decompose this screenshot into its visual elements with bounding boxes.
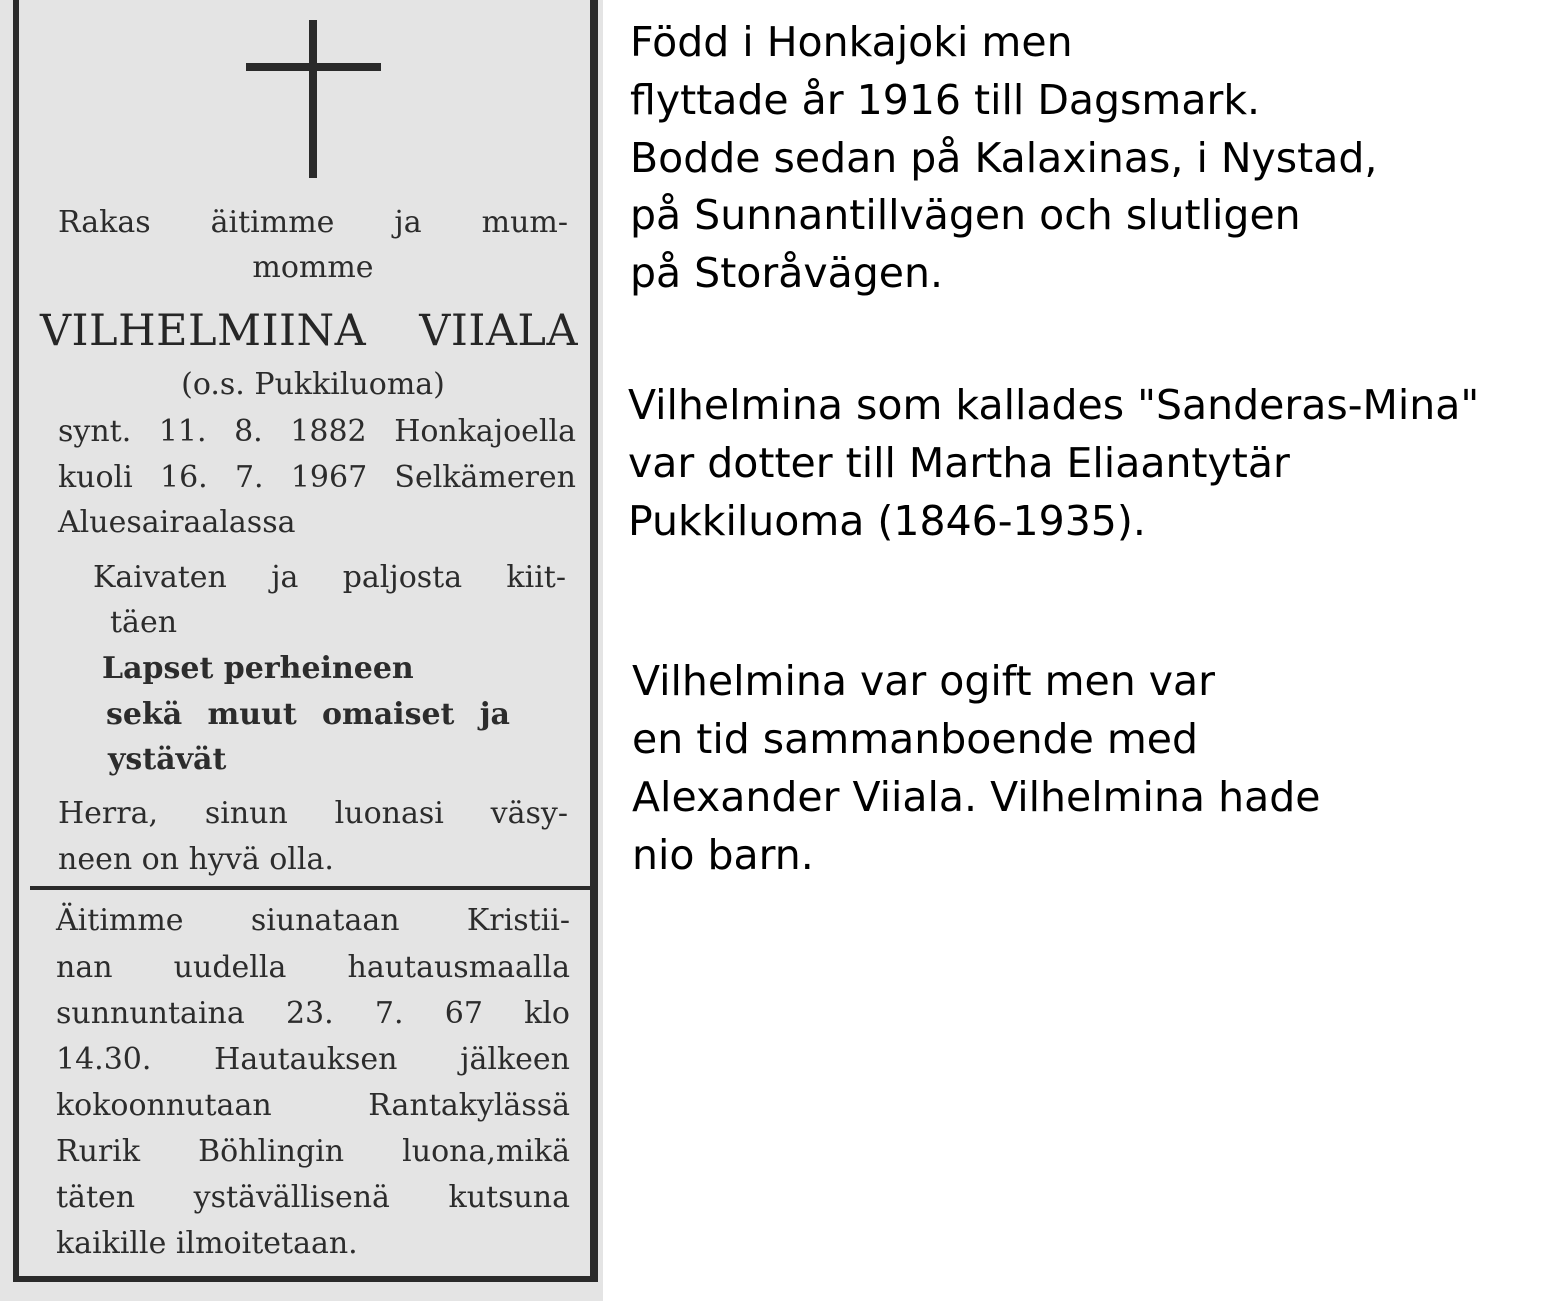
annotation-line: på Sunnantillvägen och slutligen xyxy=(630,191,1301,239)
mourners-line: Lapset perheineen xyxy=(102,651,414,686)
birth-line: synt. 11. 8. 1882 Honkajoella xyxy=(58,414,576,449)
mourners-line: Kaivaten ja paljosta kiit- xyxy=(93,560,566,595)
funeral-line: sunnuntaina 23. 7. 67 klo xyxy=(56,996,570,1031)
verse-line: Herra, sinun luonasi väsy- xyxy=(58,796,568,831)
annotation-line: Bodde sedan på Kalaxinas, i Nystad, xyxy=(630,134,1378,182)
obituary-intro-line: momme xyxy=(252,250,374,285)
verse-line: neen on hyvä olla. xyxy=(58,842,334,877)
funeral-line: nan uudella hautausmaalla xyxy=(56,950,570,985)
annotation-line: var dotter till Martha Eliaantytär xyxy=(628,439,1290,487)
deceased-name: VILHELMIINA VIIALA xyxy=(40,306,578,356)
mourners-line: täen xyxy=(110,605,178,640)
annotation-line: på Storåvägen. xyxy=(630,249,944,297)
annotation-line: Vilhelmina som kallades "Sanderas-Mina" xyxy=(628,381,1480,429)
death-place-line: Aluesairaalassa xyxy=(58,505,296,540)
annotation-line: Född i Honkajoki men xyxy=(630,18,1073,66)
annotation-line: flyttade år 1916 till Dagsmark. xyxy=(630,76,1261,124)
annotation-line: Vilhelmina var ogift men var xyxy=(632,657,1216,705)
mourners-line: ystävät xyxy=(108,742,227,777)
annotation-line: Pukkiluoma (1846-1935). xyxy=(628,497,1146,545)
clipping-divider xyxy=(30,886,592,890)
clipping-border-left xyxy=(13,0,19,1282)
mourners-line: sekä muut omaiset ja xyxy=(106,697,510,732)
obituary-intro-line: Rakas äitimme ja mum- xyxy=(58,205,568,240)
obituary-clipping xyxy=(0,0,603,1301)
clipping-border-right xyxy=(590,0,598,1282)
funeral-line: Äitimme siunataan Kristii- xyxy=(56,903,570,938)
annotation-line: Alexander Viiala. Vilhelmina hade xyxy=(632,773,1321,821)
maiden-name: (o.s. Pukkiluoma) xyxy=(181,367,445,402)
funeral-line: kaikille ilmoitetaan. xyxy=(56,1226,358,1261)
death-line: kuoli 16. 7. 1967 Selkämeren xyxy=(58,460,576,495)
funeral-line: kokoonnutaan Rantakylässä xyxy=(56,1088,570,1123)
funeral-line: 14.30. Hautauksen jälkeen xyxy=(56,1042,570,1077)
funeral-line: täten ystävällisenä kutsuna xyxy=(56,1180,570,1215)
clipping-border-bottom xyxy=(13,1276,598,1282)
annotation-line: en tid sammanboende med xyxy=(632,715,1199,763)
annotation-line: nio barn. xyxy=(632,831,814,879)
funeral-line: Rurik Böhlingin luona,mikä xyxy=(56,1134,570,1169)
